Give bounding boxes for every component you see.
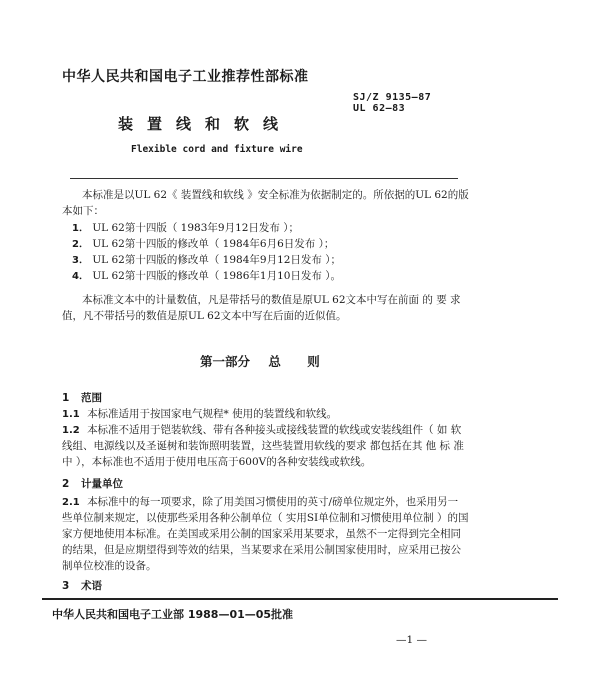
edition-text: UL 62第十四版的修改单（ 1986年1月10日发布 ）。 [92, 270, 342, 282]
edition-item [72, 252, 341, 269]
section-title: 术语 [80, 580, 102, 592]
page-number: —1 — [396, 634, 428, 646]
section-number: 3 [62, 580, 70, 592]
part-label: 第一部分 [200, 354, 251, 369]
clause-1-2 [62, 422, 461, 439]
section-3-heading [62, 578, 102, 593]
edition-item [72, 220, 299, 237]
clause-1-2-line-2: 线组、电源线以及圣诞树和装饰照明装置，这些装置用软线的要求 都包括在其 他 标 准 [62, 440, 464, 452]
clause-1-1 [62, 406, 337, 423]
approval-line: 中华人民共和国电子工业部 1988—01—05批准 [52, 608, 294, 621]
edition-item [72, 268, 341, 285]
intro-line-2: 本如下： [62, 205, 104, 217]
clause-2-1-line-2: 些单位制来规定，以使那些采用各种公制单位（ 实用SI单位制和习惯使用单位制 ）的国 [62, 512, 469, 524]
part-heading [200, 352, 320, 370]
section-number: 2 [62, 478, 70, 490]
note-line-2: 值，凡不带括号的数值是原UL 62文本中写在后面的近似值。 [62, 310, 347, 322]
clause-1-2-line-3: 中 ），本标准也不适用于使用电压高于600V的各种安装线或软线。 [62, 456, 372, 468]
footer-divider [42, 598, 558, 600]
org-standard-header: 中华人民共和国电子工业推荐性部标准 [62, 69, 309, 85]
edition-item [72, 236, 334, 253]
clause-2-1-line-3: 家方便地使用本标准。在美国或采用公制的国家采用某要求，虽然不一定得到完全相同 [62, 528, 461, 540]
section-number: 1 [62, 392, 70, 404]
edition-text: UL 62第十四版的修改单（ 1984年6月6日发布 ）； [92, 238, 335, 250]
standard-code: SJ/Z 9135—87 [353, 92, 432, 103]
section-2-heading [62, 476, 123, 491]
section-1-heading [62, 390, 102, 405]
section-title: 计量单位 [80, 478, 123, 490]
clause-2-1 [62, 494, 458, 511]
edition-text: UL 62第十四版的修改单（ 1984年9月12日发布 ）； [92, 254, 342, 266]
edition-number: 1． [72, 223, 89, 234]
clause-number: 1.1 [62, 409, 80, 420]
clause-text: 本标准中的每一项要求，除了用美国习惯使用的英寸/磅单位规定外，也采用另一 [87, 496, 459, 508]
section-title: 范围 [80, 392, 102, 404]
edition-number: 2． [72, 239, 89, 250]
part-word-2: 则 [307, 354, 320, 369]
clause-2-1-line-5: 制单位校准的设备。 [62, 560, 157, 572]
edition-text: UL 62第十四版（ 1983年9月12日发布 ）； [92, 222, 300, 234]
edition-number: 4． [72, 271, 89, 282]
clause-number: 2.1 [62, 497, 80, 508]
part-word-1: 总 [268, 354, 281, 369]
clause-text: 本标准不适用于铠装软线、带有各种接头或接线装置的软线或安装线组件（ 如 软 [87, 424, 462, 436]
clause-text: 本标准适用于按国家电气规程* 使用的装置线和软线。 [87, 408, 338, 420]
note-line-1: 本标准文本中的计量数值，凡是带括号的数值是原UL 62文本中写在前面 的 要 求 [82, 294, 461, 306]
reference-code: UL 62—83 [353, 103, 406, 114]
clause-2-1-line-4: 的结果，但是应期望得到等效的结果，当某要求在采用公制国家使用时，应采用已按公 [62, 544, 461, 556]
header-divider [70, 178, 458, 179]
intro-line-1: 本标准是以UL 62《 装置线和软线 》安全标准为依据制定的。所依据的UL 62的版 [82, 189, 469, 201]
edition-number: 3． [72, 255, 89, 266]
clause-number: 1.2 [62, 425, 80, 436]
document-title-en: Flexible cord and fixture wire [131, 144, 303, 155]
document-title: 装置线和软线 [118, 115, 293, 133]
